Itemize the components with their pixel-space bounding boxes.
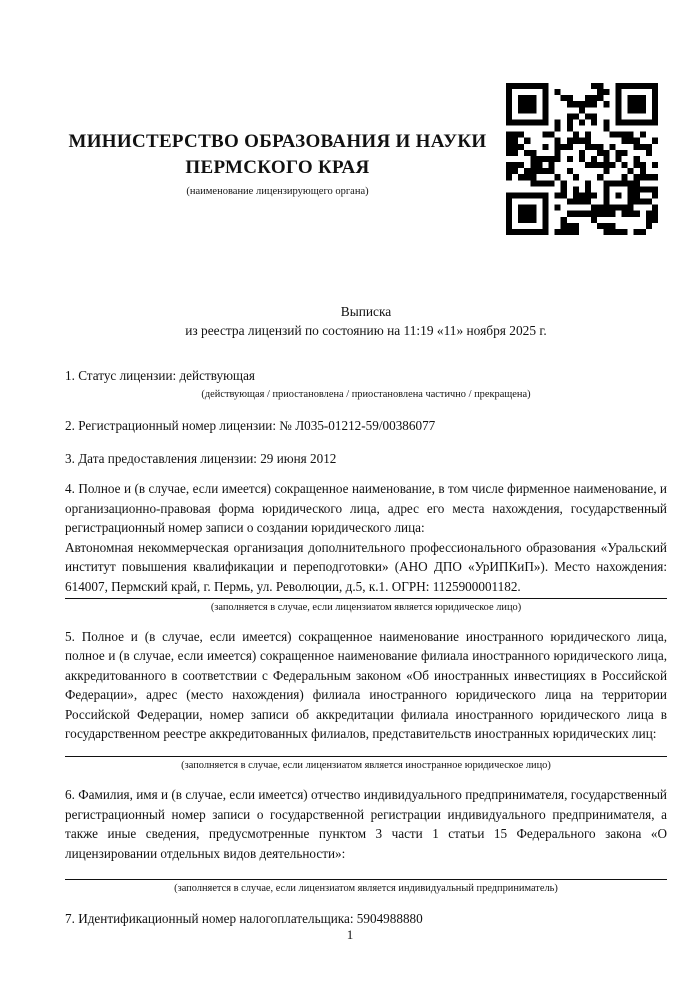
ministry-name-line1: МИНИСТЕРСТВО ОБРАЗОВАНИЯ И НАУКИ <box>68 131 487 152</box>
document-body <box>65 366 667 928</box>
ministry-caption: (наименование лицензирующего органа) <box>186 186 369 197</box>
qr-code-icon <box>506 83 658 235</box>
item-license-status: 1. Статус лицензии: действующая <box>65 368 256 383</box>
foreign-entity-caption: (заполняется в случае, если лицензиатом является иностранное юридическое лицо) <box>181 759 551 771</box>
document-title: Выписка <box>340 304 392 319</box>
ministry-header <box>55 129 500 198</box>
item-license-status-options-caption: (действующая / приостановлена / приостановлена частично / прекращена) <box>201 388 531 400</box>
page-number: 1 <box>346 927 354 942</box>
item-taxpayer-number: 7. Идентификационный номер налогоплательщика: 5904988880 <box>65 910 423 926</box>
item-foreign-entity-info: 5. Полное и (в случае, если имеется) сокращенное наименование иностранного юридического лица, полное и (в случае, если имеется) сокращенное наименование филиала иностранного юридического лица, аккредитованного в соответствии с Федеральным законом «Об иностранных инвестициях в Российской Федерации», адрес (место нахождения) филиала иностранного юридического лица на территории Российской Федерации, номер записи об аккредитации филиала иностранного юридического лица в государственном реестре аккредитованных филиалов, представительств иностранных юридических лиц: <box>65 628 667 741</box>
document-subtitle: из реестра лицензий по состоянию на 11:19 «11» ноября 2025 г. <box>185 322 547 338</box>
document-title-block <box>65 303 667 340</box>
legal-entity-caption: (заполняется в случае, если лицензиатом является юридическое лицо) <box>210 602 522 613</box>
item-grant-date: 3. Дата предоставления лицензии: 29 июня 2012 <box>65 450 337 466</box>
entrepreneur-caption: (заполняется в случае, если лицензиатом является индивидуальный предприниматель) <box>174 883 558 894</box>
item-legal-entity-info: 4. Полное и (в случае, если имеется) сокращенное наименование, в том числе фирменное наименование, и организационно-правовая форма юридического лица, адрес его места нахождения, государственный регистрационный номер записи о создании юридического лица: <box>65 481 667 535</box>
entrepreneur-separator-rule <box>65 879 667 880</box>
item-legal-entity-value: Автономная некоммерческая организация дополнительного профессионального образования «Уральский институт повышения квалификации и переподготовки» (АНО ДПО «УрИПКиП»). Место нахождения: 614007, Пермский край, г. Пермь, ул. Революции, д.5, к.1. ОГРН: 1125900001182. <box>65 539 667 594</box>
ministry-name-line2: ПЕРМСКОГО КРАЯ <box>185 157 370 178</box>
foreign-entity-separator-rule <box>65 756 667 757</box>
item-registration-number: 2. Регистрационный номер лицензии: № Л035-01212-59/00386077 <box>65 418 436 433</box>
item-entrepreneur-info: 6. Фамилия, имя и (в случае, если имеется) отчество индивидуального предпринимателя, государственный регистрационный номер записи о государственной регистрации индивидуального предпринимателя, а также иные сведения, предусмотренные пунктом 3 части 1 статьи 15 Федерального закона «О лицензировании отдельных видов деятельности»: <box>65 787 667 861</box>
legal-entity-separator-rule <box>65 598 667 599</box>
